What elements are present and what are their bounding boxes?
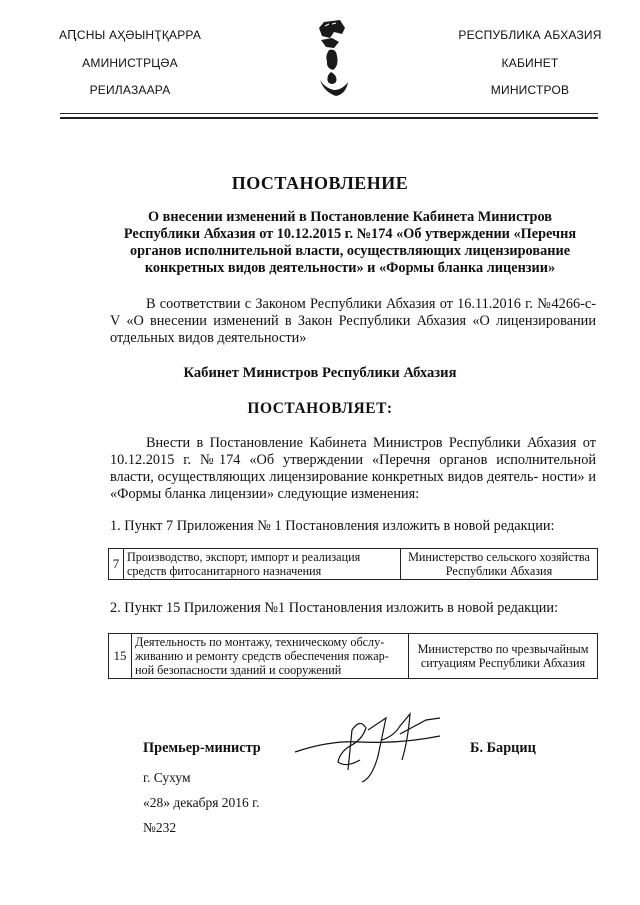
table-row <box>109 634 598 679</box>
issue-date: «28» декабря 2016 г. <box>143 795 260 810</box>
document-subject: О внесении изменений в Постановление Кабинета Министров Республики Абхазия от 10.12.2015 г. №174 «Об утверждении «Перечня органов исполнительной власти, осуществляющих лицензирование конкретных видов деятельности» и «Формы бланка лицензии» <box>123 209 577 276</box>
header-rule-bottom <box>60 117 598 119</box>
handwritten-signature <box>290 700 460 790</box>
amendment-table-1 <box>108 548 598 580</box>
coat-of-arms-emblem <box>312 18 352 100</box>
table-cell-activity: Производство, экспорт, импорт и реализация средств фитосанитарного назначения <box>124 549 401 580</box>
document-number: №232 <box>143 820 177 835</box>
table-cell-number: 7 <box>109 549 124 580</box>
resolves-heading: ПОСТАНОВЛЯЕТ: <box>247 400 393 417</box>
header-right-line-2: КАБИНЕТ <box>501 56 559 70</box>
body-paragraph: Внести в Постановление Кабинета Министров Республики Абхазия от 10.12.2015 г. №174 «Об утверждении «Перечня органов исполнительной власти, осуществляющих лицензирование конкретных видов деятель- ности» и «Формы бланка лицензии» следующие изменения: <box>110 435 596 502</box>
table-cell-activity: Деятельность по монтажу, техническому обслу- живанию и ремонту средств обеспечения пожар- ной безопасности зданий и сооружений <box>132 634 409 679</box>
header-left-line-3: РЕИЛАЗААРА <box>89 83 171 97</box>
header-right-line-1: РЕСПУБЛИКА АБХАЗИЯ <box>458 28 602 42</box>
table-row <box>109 549 598 580</box>
header-rule-top <box>60 113 598 114</box>
header-left-line-1: АԤСНЫ АҲӘЫНҬҚАРРА <box>58 28 202 42</box>
table-cell-number: 15 <box>109 634 132 679</box>
issue-city: г. Сухум <box>143 770 191 785</box>
preamble-paragraph: В соответствии с Законом Республики Абхазия от 16.11.2016 г. №4266-с-V «О внесении изменений в Закон Республики Абхазия «О лицензировании отдельных видов деятельности» <box>110 296 596 346</box>
amendment-table-2 <box>108 633 598 679</box>
amendment-item-2: 2. Пункт 15 Приложения №1 Постановления изложить в новой редакции: <box>110 600 559 616</box>
signatory-name: Б. Барциц <box>470 740 536 756</box>
issuing-authority: Кабинет Министров Республики Абхазия <box>183 365 457 381</box>
header-left-line-2: АМИНИСТРЦӘА <box>82 56 178 70</box>
table-cell-organ: Министерство сельского хозяйства Республики Абхазия <box>401 549 598 580</box>
document-title: ПОСТАНОВЛЕНИЕ <box>231 173 409 193</box>
amendment-item-1: 1. Пункт 7 Приложения № 1 Постановления изложить в новой редакции: <box>110 518 555 534</box>
signatory-position: Премьер-министр <box>143 740 261 756</box>
table-cell-organ: Министерство по чрезвычайным ситуациям Республики Абхазия <box>409 634 598 679</box>
header-right-line-3: МИНИСТРОВ <box>490 83 570 97</box>
